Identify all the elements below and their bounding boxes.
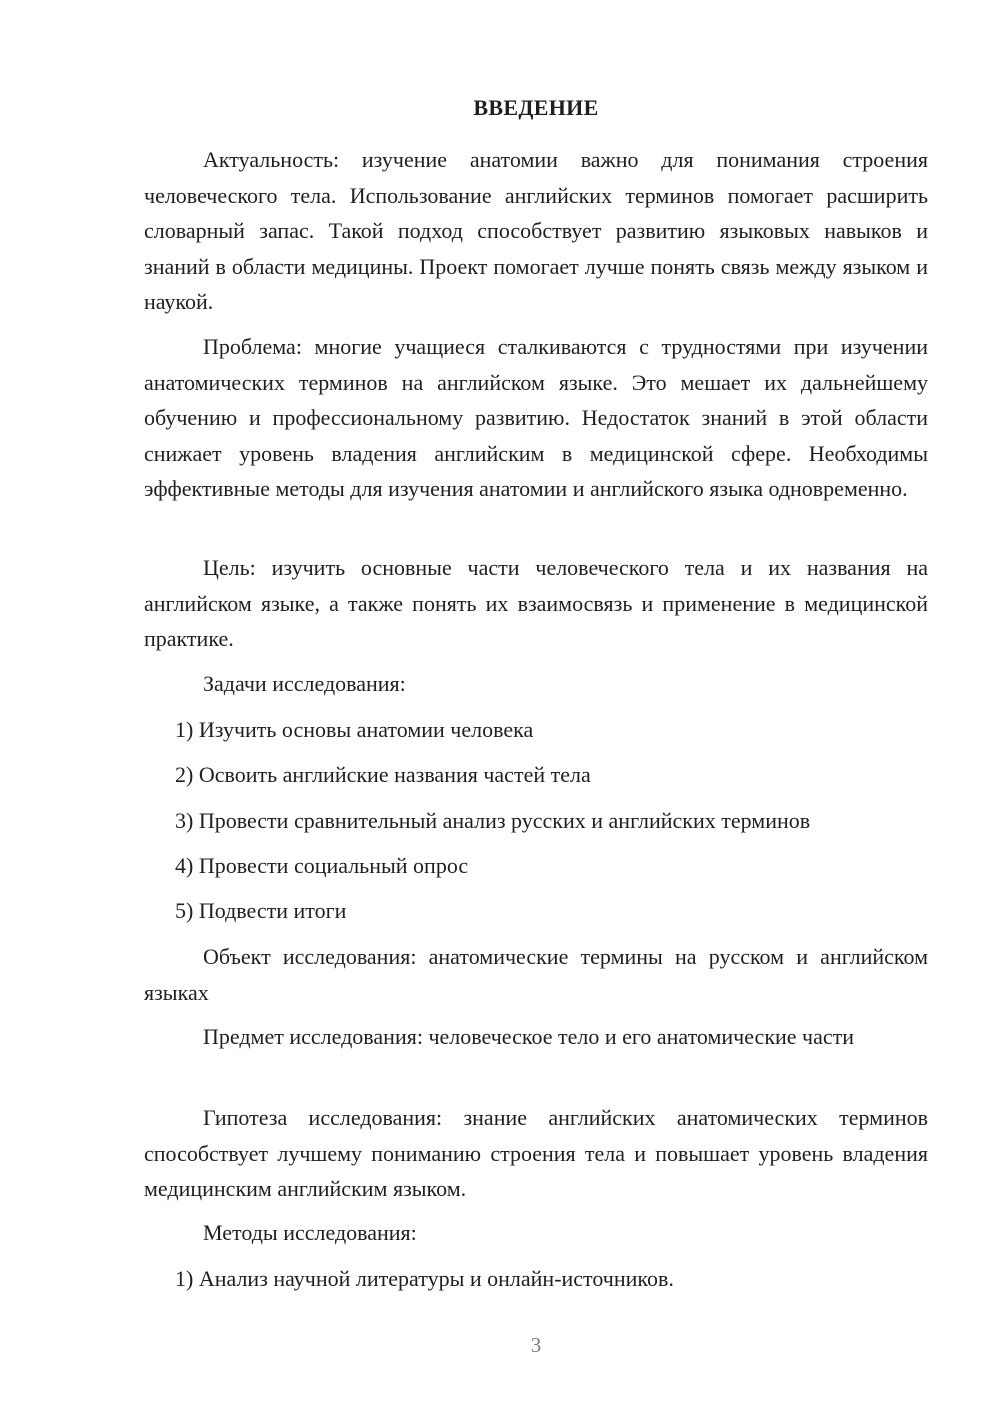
paragraph-object: Объект исследования: анатомические термины на русском и английском языках — [144, 944, 928, 1005]
task-item-3: 3) Провести сравнительный анализ русских и английских терминов — [175, 808, 811, 833]
tasks-title: Задачи исследования: — [203, 671, 406, 696]
task-item-1: 1) Изучить основы анатомии человека — [175, 717, 534, 742]
task-item-5: 5) Подвести итоги — [175, 898, 347, 923]
page-number: 3 — [530, 1333, 542, 1357]
section-heading: ВВЕДЕНИЕ — [473, 95, 599, 120]
paragraph-hypothesis: Гипотеза исследования: знание английских анатомических терминов способствует лучшему пониманию строения тела и повышает уровень владения медицинским английским языком. — [144, 1105, 928, 1201]
task-item-2: 2) Освоить английские названия частей тела — [175, 762, 591, 787]
paragraph-subject: Предмет исследования: человеческое тело и его анатомические части — [203, 1024, 855, 1049]
paragraph-goal: Цель: изучить основные части человеческого тела и их названия на английском языке, а также понять их взаимосвязь и применение в медицинской практике. — [144, 555, 928, 651]
task-item-4: 4) Провести социальный опрос — [175, 853, 469, 878]
paragraph-problem: Проблема: многие учащиеся сталкиваются с трудностями при изучении анатомических терминов на английском языке. Это мешает их дальнейшему обучению и профессиональному развитию. Недостаток знаний в этой области снижает уровень владения английским в медицинской сфере. Необходимы эффективные методы для изучения анатомии и английского языка одновременно. — [144, 334, 928, 501]
methods-title: Методы исследования: — [203, 1220, 417, 1245]
method-item-1: 1) Анализ научной литературы и онлайн-источников. — [175, 1266, 674, 1291]
paragraph-relevance: Актуальность: изучение анатомии важно для понимания строения человеческого тела. Использование английских терминов помогает расширить словарный запас. Такой подход способствует развитию языковых навыков и знаний в области медицины. Проект помогает лучше понять связь между языком и наукой. — [144, 147, 928, 314]
